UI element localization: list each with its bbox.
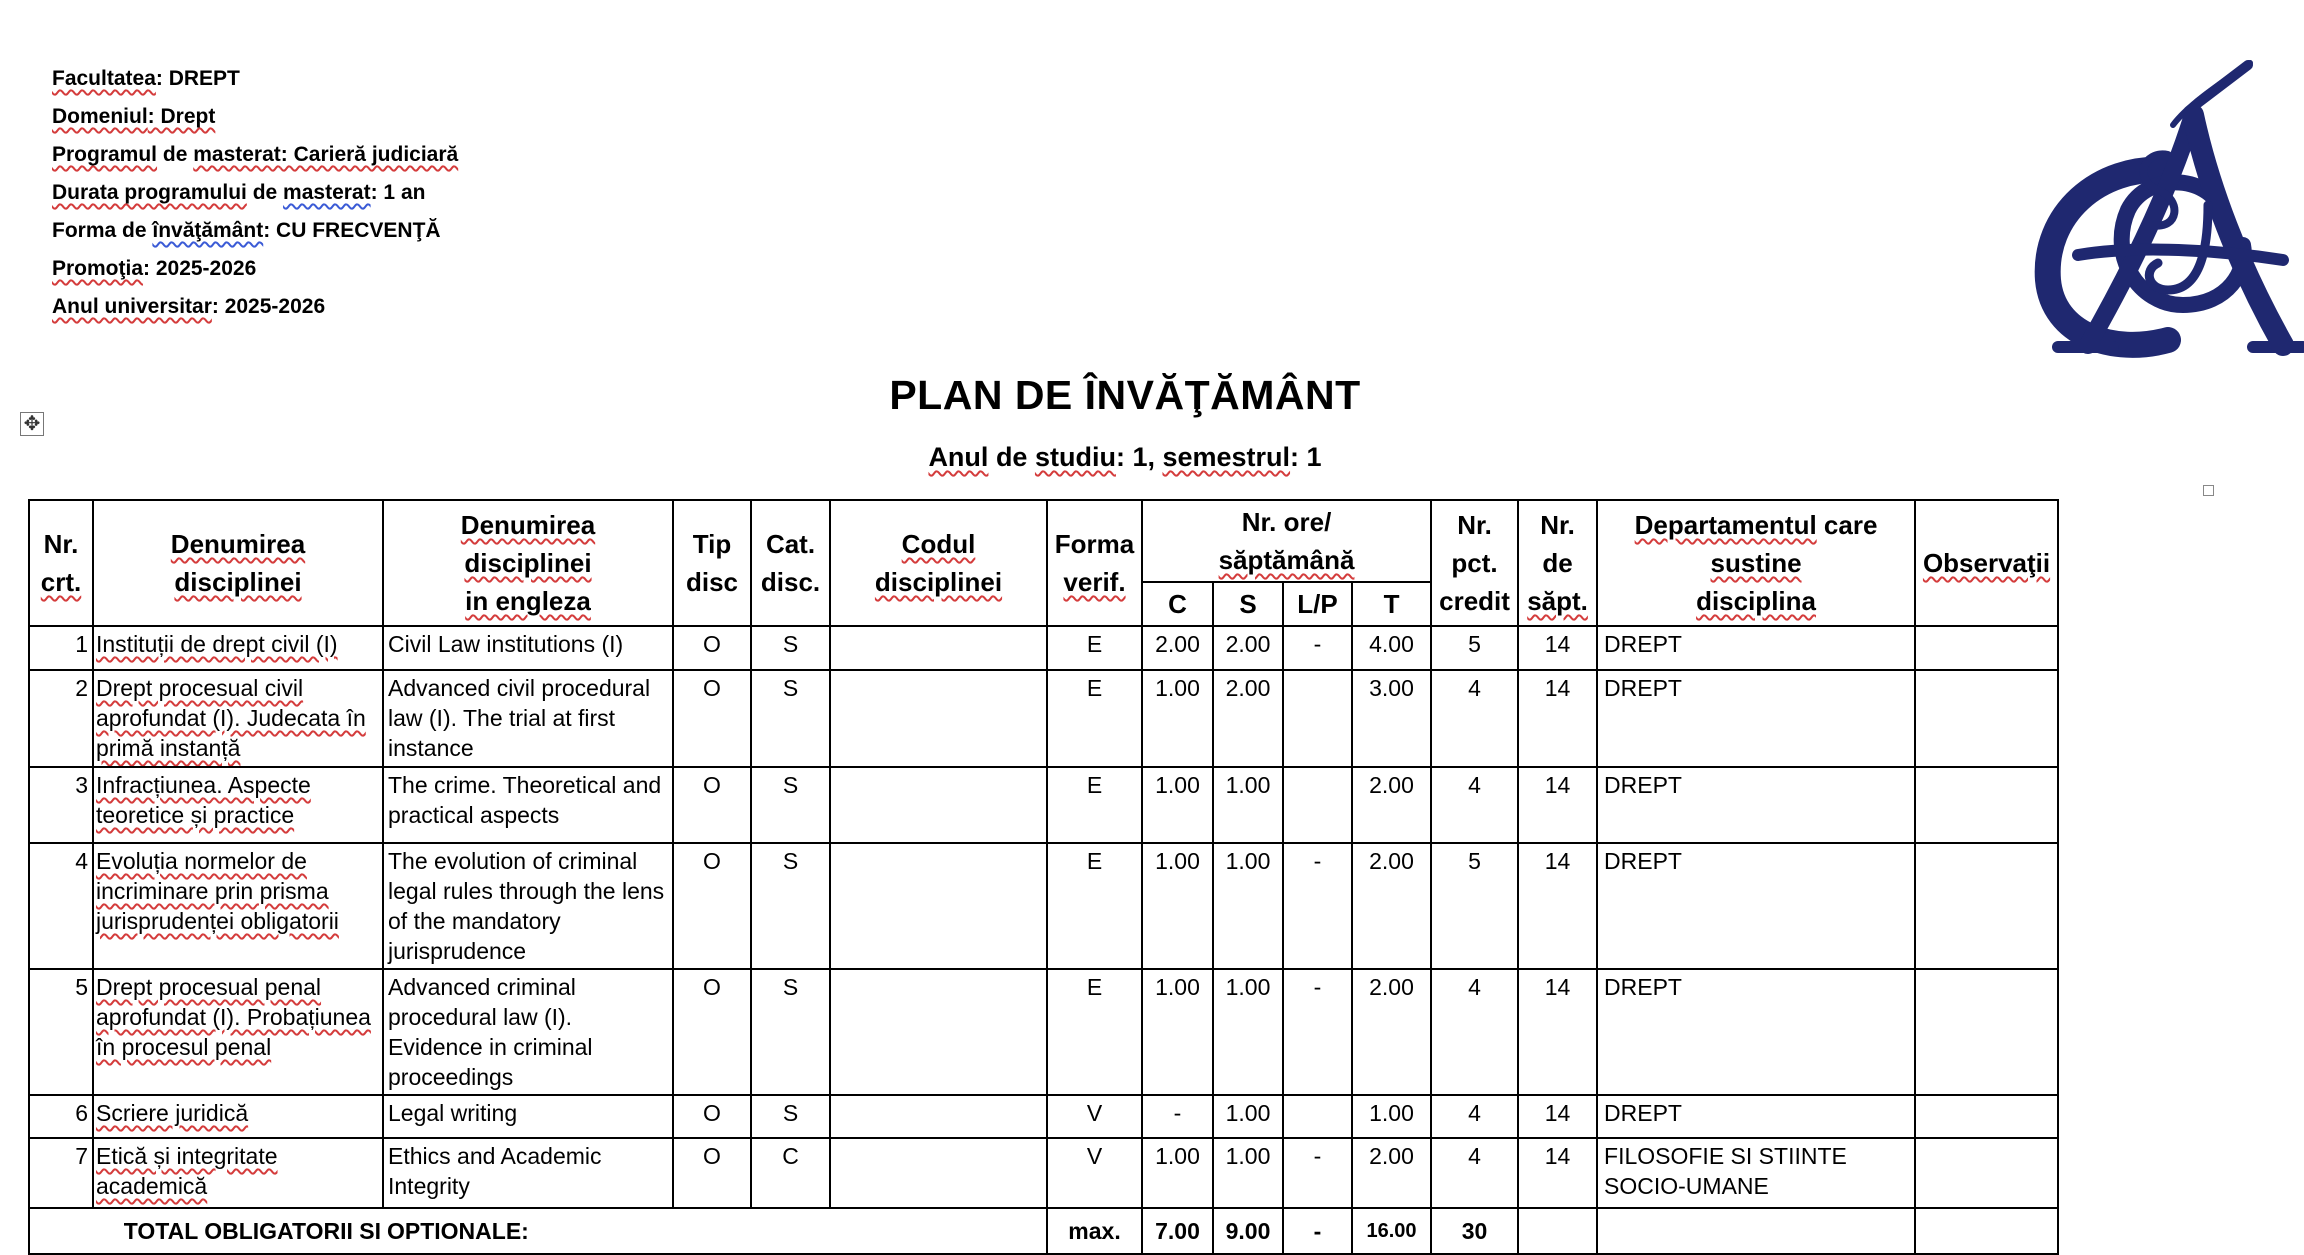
cell-hours-t: 2.00 [1352, 767, 1431, 843]
header-cat-disc: Cat. disc. [751, 500, 830, 626]
cell-observations [1915, 969, 2058, 1095]
cell-hours-s: 1.00 [1213, 1095, 1283, 1138]
cell-hours-s: 1.00 [1213, 1138, 1283, 1208]
cell-weeks: 14 [1518, 1095, 1597, 1138]
cell-observations [1915, 626, 2058, 670]
cell-hours-c: 1.00 [1142, 670, 1213, 767]
header-nr-crt: Nr. crt. [29, 500, 93, 626]
program-line: Programul de masterat: Carieră judiciară [52, 143, 459, 166]
cell-tip: O [673, 767, 751, 843]
cell-hours-lp: - [1283, 969, 1352, 1095]
header-discipline-name-en: Denumirea disciplinei in engleza [383, 500, 673, 626]
cell-tip: O [673, 1095, 751, 1138]
curriculum-table [28, 499, 2059, 1255]
cell-forma: V [1047, 1095, 1142, 1138]
cell-department: DREPT [1597, 969, 1915, 1095]
total-max: max. [1047, 1208, 1142, 1254]
total-hours-lp: - [1283, 1208, 1352, 1254]
cell-nr: 5 [29, 969, 93, 1095]
cell-cat: S [751, 969, 830, 1095]
cell-hours-t: 3.00 [1352, 670, 1431, 767]
cell-cat: S [751, 1095, 830, 1138]
total-observations [1915, 1208, 2058, 1254]
duration-line: Durata programului de masterat: 1 an [52, 181, 426, 204]
cell-hours-c: 2.00 [1142, 626, 1213, 670]
header-department: Departamentul care sustine disciplina [1597, 500, 1915, 626]
header-hours-c: C [1142, 582, 1213, 626]
cell-forma: E [1047, 767, 1142, 843]
total-label-part2: OPTIONALE: [383, 1208, 1047, 1254]
cell-hours-t: 4.00 [1352, 626, 1431, 670]
cell-credit: 4 [1431, 767, 1518, 843]
table-row [29, 1138, 2058, 1208]
cell-discipline-name: Evoluția normelor de incriminare prin prisma jurisprudenței obligatorii [93, 843, 383, 969]
table-row [29, 1095, 2058, 1138]
cell-weeks: 14 [1518, 670, 1597, 767]
table-row [29, 626, 2058, 670]
cell-cat: S [751, 626, 830, 670]
cell-department: DREPT [1597, 767, 1915, 843]
cell-discipline-name-en: Advanced civil procedural law (I). The trial at first instance [383, 670, 673, 767]
cell-hours-s: 2.00 [1213, 626, 1283, 670]
cell-department: DREPT [1597, 843, 1915, 969]
cell-code [830, 1138, 1047, 1208]
cell-discipline-name: Drept procesual civil aprofundat (I). Judecata în primă instanță [93, 670, 383, 767]
cell-nr: 6 [29, 1095, 93, 1138]
header-discipline-name: Denumirea disciplinei [93, 500, 383, 626]
cell-nr: 4 [29, 843, 93, 969]
header-hours-t: T [1352, 582, 1431, 626]
cell-hours-t: 2.00 [1352, 843, 1431, 969]
cell-cat: S [751, 767, 830, 843]
header-observations: Observaţii [1915, 500, 2058, 626]
cell-hours-lp [1283, 1095, 1352, 1138]
cell-observations [1915, 1138, 2058, 1208]
cell-hours-s: 1.00 [1213, 767, 1283, 843]
table-row [29, 843, 2058, 969]
cell-hours-s: 1.00 [1213, 843, 1283, 969]
cell-discipline-name: Drept procesual penal aprofundat (I). Probațiunea în procesul penal [93, 969, 383, 1095]
cell-forma: V [1047, 1138, 1142, 1208]
cell-hours-lp: - [1283, 843, 1352, 969]
cell-observations [1915, 767, 2058, 843]
cell-code [830, 767, 1047, 843]
cell-cat: S [751, 670, 830, 767]
cell-cat: C [751, 1138, 830, 1208]
header-hours-s: S [1213, 582, 1283, 626]
cell-credit: 4 [1431, 670, 1518, 767]
cell-cat: S [751, 843, 830, 969]
header-discipline-code: Codul disciplinei [830, 500, 1047, 626]
cell-code [830, 670, 1047, 767]
domain-line: Domeniul: Drept [52, 105, 216, 128]
cell-hours-c: 1.00 [1142, 843, 1213, 969]
cell-code [830, 969, 1047, 1095]
cell-hours-s: 1.00 [1213, 969, 1283, 1095]
cell-department: DREPT [1597, 626, 1915, 670]
header-weeks: Nr. de săpt. [1518, 500, 1597, 626]
header-verification-form: Forma verif. [1047, 500, 1142, 626]
cell-forma: E [1047, 969, 1142, 1095]
header-hours-lp: L/P [1283, 582, 1352, 626]
cell-credit: 4 [1431, 1095, 1518, 1138]
cell-weeks: 14 [1518, 843, 1597, 969]
cell-credit: 4 [1431, 969, 1518, 1095]
cell-credit: 5 [1431, 843, 1518, 969]
cell-discipline-name-en: The evolution of criminal legal rules through the lens of the mandatory jurisprudence [383, 843, 673, 969]
total-credit: 30 [1431, 1208, 1518, 1254]
cell-hours-c: 1.00 [1142, 767, 1213, 843]
cell-credit: 4 [1431, 1138, 1518, 1208]
cell-hours-lp: - [1283, 1138, 1352, 1208]
total-row [29, 1208, 2058, 1254]
cell-hours-lp [1283, 670, 1352, 767]
study-form-line: Forma de învăţământ: CU FRECVENŢĂ [52, 219, 441, 242]
header-credits: Nr. pct. credit [1431, 500, 1518, 626]
header-tip-disc: Tip disc [673, 500, 751, 626]
cell-weeks: 14 [1518, 767, 1597, 843]
cell-discipline-name-en: Civil Law institutions (I) [383, 626, 673, 670]
cell-discipline-name: Instituții de drept civil (I) [93, 626, 383, 670]
cell-forma: E [1047, 626, 1142, 670]
cell-hours-c: - [1142, 1095, 1213, 1138]
academic-year-line: Anul universitar: 2025-2026 [52, 295, 326, 318]
cell-hours-lp: - [1283, 626, 1352, 670]
cell-code [830, 843, 1047, 969]
cell-code [830, 1095, 1047, 1138]
cell-forma: E [1047, 670, 1142, 767]
cell-discipline-name-en: Advanced criminal procedural law (I). Evidence in criminal proceedings [383, 969, 673, 1095]
cell-nr: 7 [29, 1138, 93, 1208]
table-row [29, 969, 2058, 1095]
cell-credit: 5 [1431, 626, 1518, 670]
cell-hours-t: 1.00 [1352, 1095, 1431, 1138]
cell-discipline-name: Infracțiunea. Aspecte teoretice și practice [93, 767, 383, 843]
promotion-line: Promoţia: 2025-2026 [52, 257, 257, 280]
cell-weeks: 14 [1518, 626, 1597, 670]
table-move-handle-icon[interactable]: ✥ [20, 412, 44, 436]
program-info [52, 60, 458, 326]
total-weeks [1518, 1208, 1597, 1254]
cell-discipline-name-en: The crime. Theoretical and practical aspects [383, 767, 673, 843]
cell-hours-c: 1.00 [1142, 969, 1213, 1095]
cell-tip: O [673, 626, 751, 670]
document-title: PLAN DE ÎNVĂŢĂMÂNT [889, 372, 1361, 418]
cell-observations [1915, 1095, 2058, 1138]
cell-discipline-name-en: Legal writing [383, 1095, 673, 1138]
cell-tip: O [673, 1138, 751, 1208]
total-hours-t: 16.00 [1352, 1208, 1431, 1254]
table-row [29, 767, 2058, 843]
cell-hours-lp [1283, 767, 1352, 843]
cell-tip: O [673, 969, 751, 1095]
cell-discipline-name: Scriere juridică [93, 1095, 383, 1138]
cell-hours-t: 2.00 [1352, 1138, 1431, 1208]
faculty-line: Facultatea: DREPT [52, 67, 240, 90]
cell-forma: E [1047, 843, 1142, 969]
total-hours-s: 9.00 [1213, 1208, 1283, 1254]
cell-nr: 3 [29, 767, 93, 843]
cell-tip: O [673, 670, 751, 767]
header-hours-per-week: Nr. ore/ săptămână [1142, 500, 1431, 582]
cell-code [830, 626, 1047, 670]
document-subtitle: Anul de studiu: 1, semestrul: 1 [928, 442, 1322, 472]
cell-weeks: 14 [1518, 969, 1597, 1095]
total-label-part1: TOTAL OBLIGATORII SI [29, 1208, 383, 1254]
university-monogram-logo-icon [2018, 55, 2304, 365]
cell-nr: 2 [29, 670, 93, 767]
cell-hours-c: 1.00 [1142, 1138, 1213, 1208]
cell-observations [1915, 843, 2058, 969]
cell-weeks: 14 [1518, 1138, 1597, 1208]
cell-discipline-name: Etică și integritate academică [93, 1138, 383, 1208]
total-hours-c: 7.00 [1142, 1208, 1213, 1254]
cell-hours-t: 2.00 [1352, 969, 1431, 1095]
table-row [29, 670, 2058, 767]
cell-observations [1915, 670, 2058, 767]
total-department [1597, 1208, 1915, 1254]
cell-discipline-name-en: Ethics and Academic Integrity [383, 1138, 673, 1208]
cell-department: FILOSOFIE SI STIINTE SOCIO-UMANE [1597, 1138, 1915, 1208]
table-resize-handle[interactable] [2203, 485, 2214, 496]
cell-hours-s: 2.00 [1213, 670, 1283, 767]
cell-tip: O [673, 843, 751, 969]
cell-department: DREPT [1597, 670, 1915, 767]
cell-department: DREPT [1597, 1095, 1915, 1138]
cell-nr: 1 [29, 626, 93, 670]
table-header-row [29, 500, 2058, 582]
